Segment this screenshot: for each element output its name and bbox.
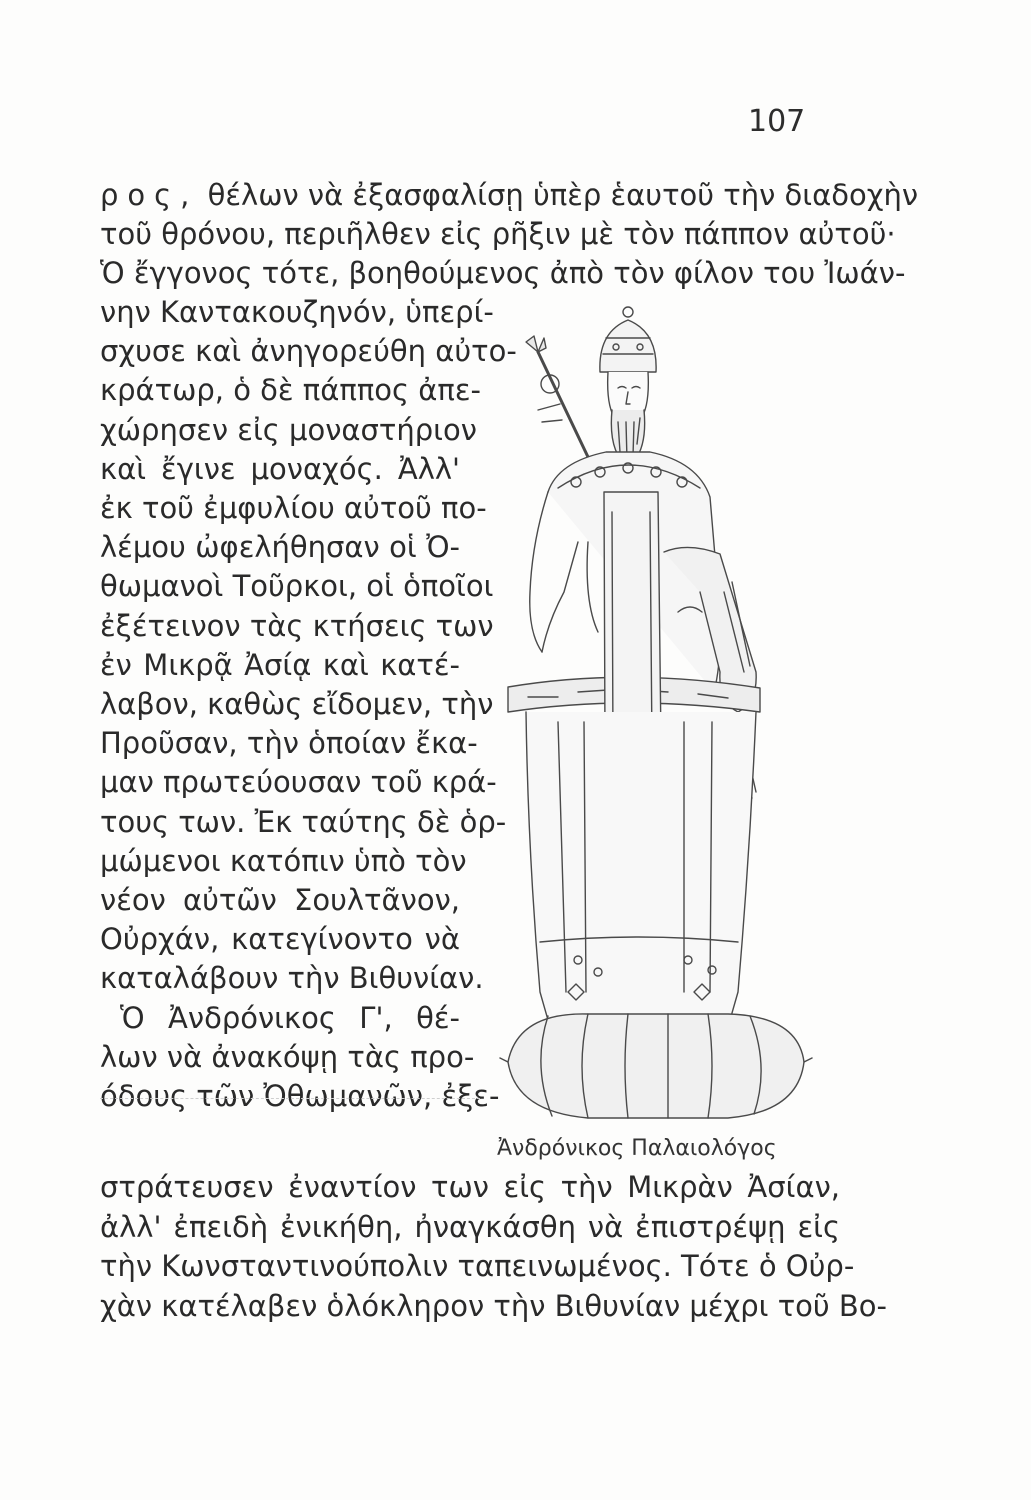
column-line: Προῦσαν, τὴν ὁποίαν ἔκα- bbox=[100, 726, 478, 761]
figure-caption: Ἀνδρόνικος Παλαιολόγος bbox=[497, 1136, 777, 1161]
faint-rule bbox=[100, 1098, 480, 1099]
column-line: Ὁ Ἀνδρόνικος Γ', θέ- bbox=[120, 1000, 460, 1035]
text-line: τὴν Κωνσταντινούπολιν ταπεινωμένος. Τότε ὁ Οὐρ- bbox=[100, 1249, 855, 1283]
text-line: χὰν κατέλαβεν ὁλόκληρον τὴν Βιθυνίαν μέχρι τοῦ Βο- bbox=[100, 1288, 888, 1323]
column-line: ἐν Μικρᾷ Ἀσίᾳ καὶ κατέ- bbox=[100, 647, 460, 682]
column-text bbox=[100, 293, 517, 1116]
column-line: λέμου ὠφελήθησαν οἱ Ὀ- bbox=[100, 530, 460, 565]
emperor-illustration bbox=[488, 292, 828, 1132]
column-line: Οὐρχάν, κατεγίνοντο νὰ bbox=[100, 922, 460, 957]
text-line: Ὁ ἔγγονος τότε, βοηθούμενος ἀπὸ τὸν φίλον του Ἰωάν- bbox=[100, 256, 906, 290]
column-line: νην Καντακουζηνόν, ὑπερί- bbox=[100, 295, 494, 329]
column-line: κράτωρ, ὁ δὲ πάππος ἀπε- bbox=[100, 373, 481, 408]
column-line: καταλάβουν τὴν Βιθυνίαν. bbox=[100, 961, 484, 996]
column-line: μαν πρωτεύουσαν τοῦ κρά- bbox=[100, 765, 497, 800]
text-line bbox=[100, 176, 919, 215]
column-line: σχυσε καὶ ἀνηγορεύθη αὐτο- bbox=[100, 334, 517, 369]
column-line: καὶ ἔγινε μοναχός. Ἀλλ' bbox=[100, 451, 460, 486]
column-line: ἐξέτεινον τὰς κτήσεις των bbox=[100, 608, 494, 643]
text-line: στράτευσεν ἐναντίον των εἰς τὴν Μικρὰν Ἀσίαν, bbox=[100, 1170, 840, 1204]
column-line: λων νὰ ἀνακόψῃ τὰς προ- bbox=[100, 1039, 475, 1074]
andronikos-engraving bbox=[488, 292, 828, 1132]
column-line: όδους τῶν Ὀθωμανῶν, ἐξε- bbox=[100, 1079, 500, 1114]
column-line: μώμενοι κατόπιν ὑπὸ τὸν bbox=[100, 843, 467, 878]
top-paragraph bbox=[100, 176, 919, 293]
spaced-word: ρος, bbox=[100, 178, 199, 212]
text-line: τοῦ θρόνου, περιῆλθεν εἰς ρῆξιν μὲ τὸν πάππον αὐτοῦ· bbox=[100, 217, 896, 251]
column-line: τους των. Ἐκ ταύτης δὲ ὁρ- bbox=[100, 804, 507, 839]
bottom-paragraph bbox=[100, 1168, 888, 1326]
page-number: 107 bbox=[748, 104, 806, 139]
column-line: νέον αὐτῶν Σουλτᾶνον, bbox=[100, 883, 460, 918]
text-line: ἀλλ' ἐπειδὴ ἐνικήθη, ἠναγκάσθη νὰ ἐπιστρέψῃ εἰς bbox=[100, 1209, 840, 1244]
column-line: λαβον, καθὼς εἴδομεν, τὴν bbox=[100, 687, 494, 722]
column-line: ἐκ τοῦ ἐμφυλίου αὐτοῦ πο- bbox=[100, 491, 487, 526]
text-line-rest: θέλων νὰ ἐξασφαλίσῃ ὑπὲρ ἑαυτοῦ τὴν διαδοχὴν bbox=[198, 178, 919, 212]
column-line: θωμανοὶ Τοῦρκοι, οἱ ὁποῖοι bbox=[100, 569, 494, 604]
column-line: χώρησεν εἰς μοναστήριον bbox=[100, 412, 477, 447]
